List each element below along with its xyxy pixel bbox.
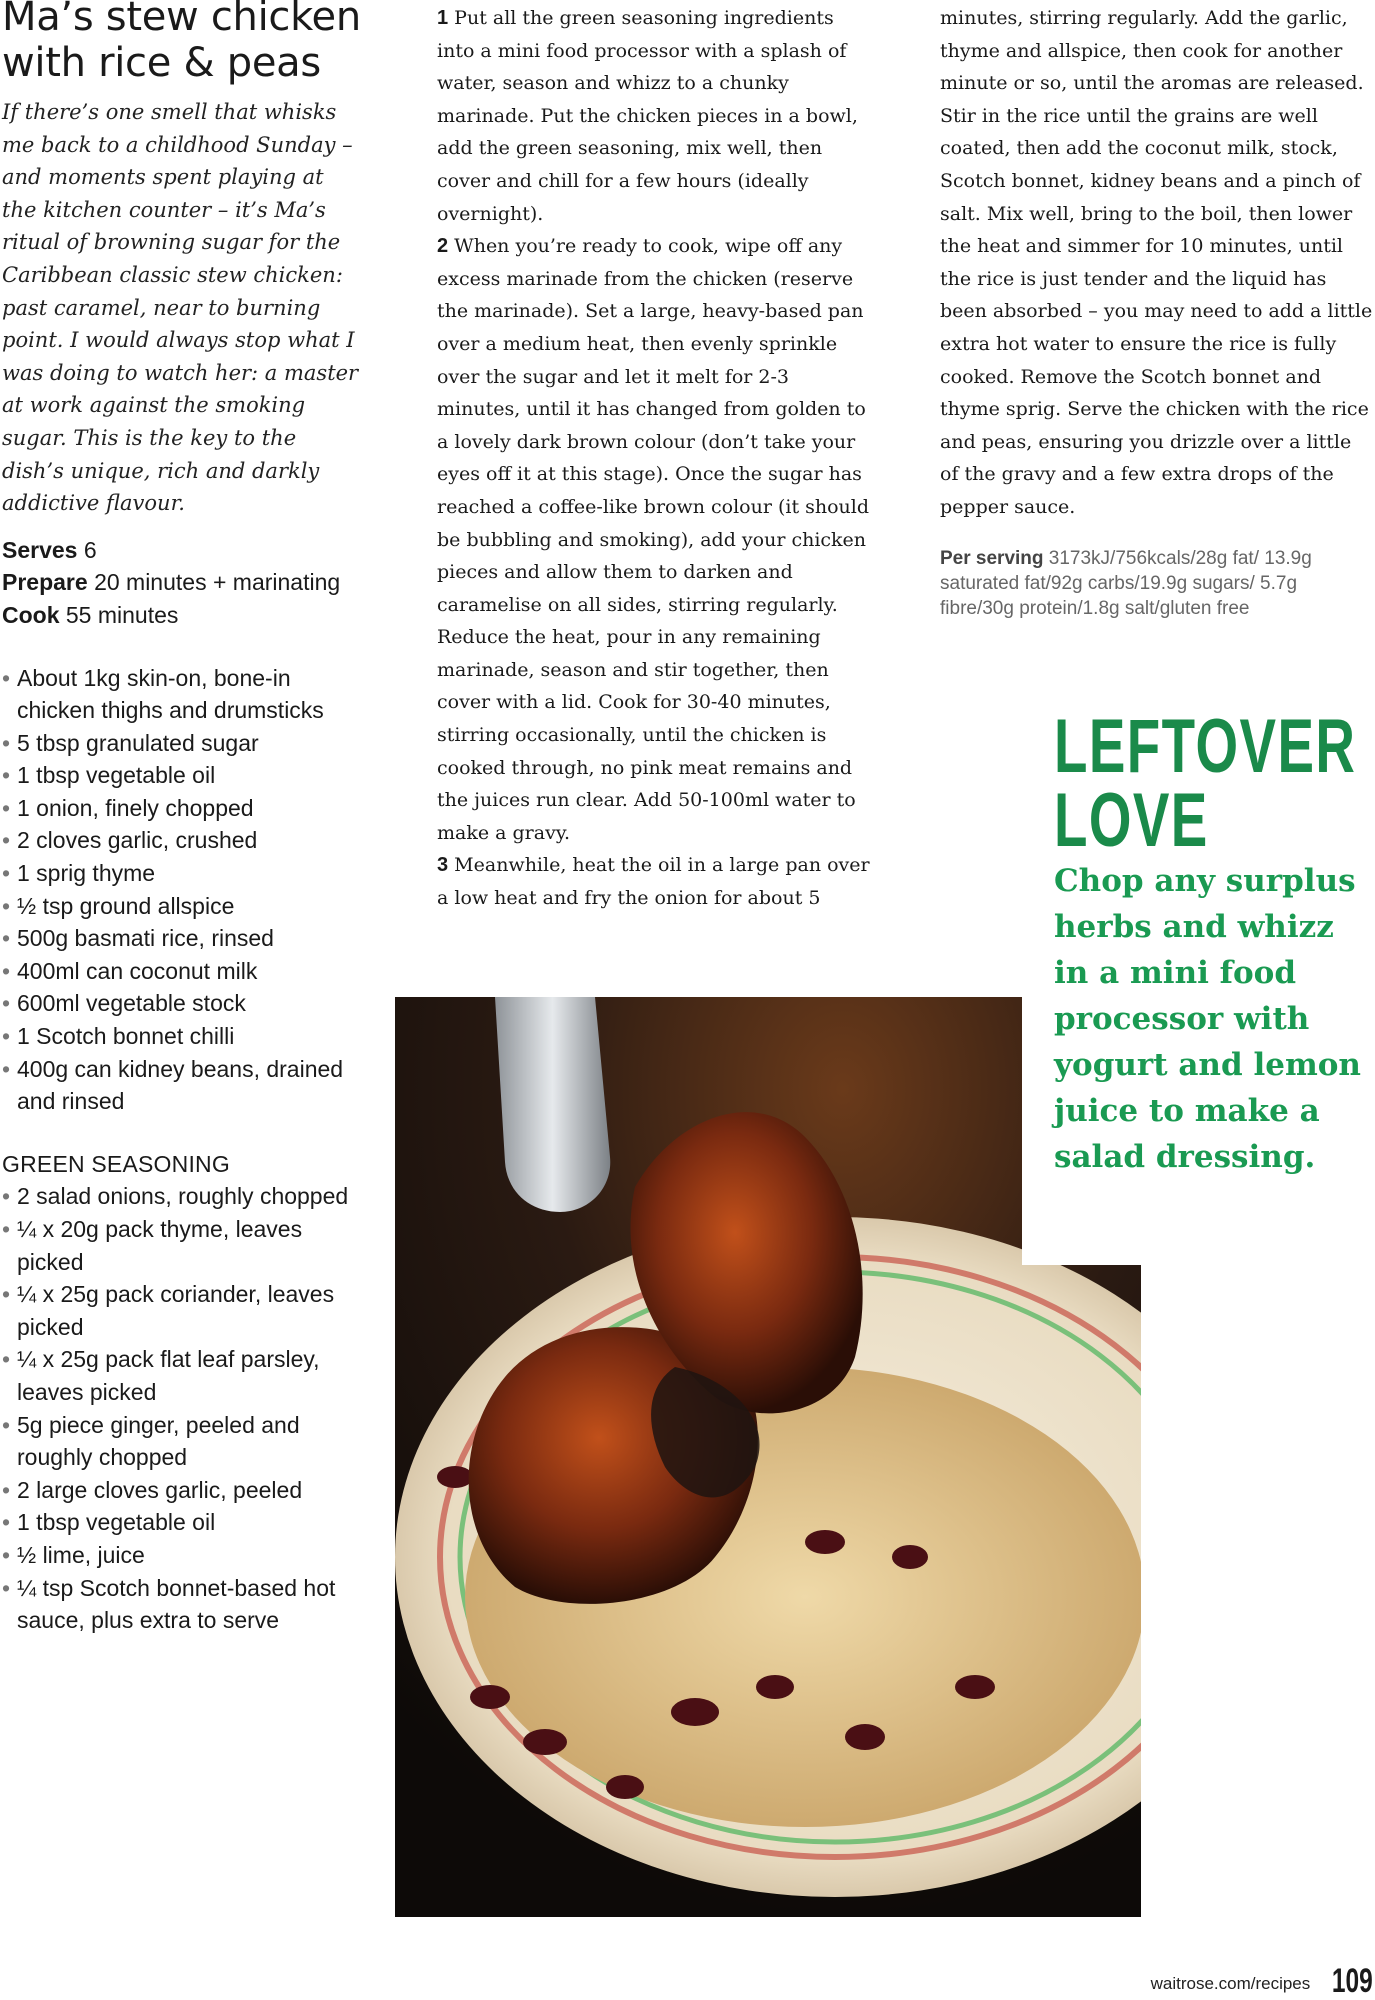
cook-row xyxy=(2,599,362,632)
ingredient-item: • ¼ x 20g pack thyme, leaves picked xyxy=(2,1213,362,1278)
serves-row xyxy=(2,534,362,567)
ingredient-item: • ¼ x 25g pack flat leaf parsley, leaves picked xyxy=(2,1343,362,1408)
leftover-title xyxy=(1054,704,1357,863)
right-column xyxy=(940,2,1375,621)
ingredient-item: • 5g piece ginger, peeled and roughly chopped xyxy=(2,1409,362,1474)
ingredient-item: • 600ml vegetable stock xyxy=(2,987,362,1020)
ingredient-item: • 2 salad onions, roughly chopped xyxy=(2,1180,362,1213)
method-step-3-continued xyxy=(940,2,1375,524)
method-step-2 xyxy=(437,230,875,849)
serves-value: 6 xyxy=(83,536,97,563)
method-step-1 xyxy=(437,2,875,230)
ingredient-item: • 2 large cloves garlic, peeled xyxy=(2,1474,362,1507)
ingredient-item: • ¼ x 25g pack coriander, leaves picked xyxy=(2,1278,362,1343)
page-footer xyxy=(1151,1960,1373,2000)
ingredient-item: • 1 tbsp vegetable oil xyxy=(2,759,362,792)
cook-label: Cook xyxy=(2,601,60,628)
ingredient-item: • ½ tsp ground allspice xyxy=(2,890,362,923)
recipe-title xyxy=(2,0,362,86)
leftover-text: Chop any surplus herbs and whizz in a mini food processor with yogurt and lemon juice to make a salad dressing. xyxy=(1054,863,1361,1175)
green-seasoning-heading: GREEN SEASONING xyxy=(2,1150,230,1177)
leftover-title-line-2: LOVE xyxy=(1054,778,1209,863)
title-line-2: with rice & peas xyxy=(2,40,321,86)
ingredient-item: • 5 tbsp granulated sugar xyxy=(2,727,362,760)
ingredient-item: • 1 sprig thyme xyxy=(2,857,362,890)
ingredient-item: • 400ml can coconut milk xyxy=(2,955,362,988)
step-text: Put all the green seasoning ingredients into a mini food processor with a splash of water, season and whizz to a chunky marinade. Put the chicken pieces in a bowl, add the green seasoning, mix well, then cover and chill for a few hours (ideally overnight). xyxy=(437,7,858,225)
ingredient-item: • 2 cloves garlic, crushed xyxy=(2,824,362,857)
step-number: 1 xyxy=(437,7,449,29)
leftover-love-panel xyxy=(1022,700,1375,1265)
cook-value: 55 minutes xyxy=(65,601,179,628)
ingredient-item: • ¼ tsp Scotch bonnet-based hot sauce, plus extra to serve xyxy=(2,1572,362,1637)
page-number: 109 xyxy=(1332,1962,1373,2000)
per-serving-label: Per serving xyxy=(940,547,1044,569)
middle-column xyxy=(437,2,875,915)
prepare-label: Prepare xyxy=(2,569,88,596)
step-number: 3 xyxy=(437,854,449,877)
ingredient-item: • 400g can kidney beans, drained and rinsed xyxy=(2,1053,362,1118)
ingredient-list xyxy=(2,662,362,1118)
ingredient-item: • 1 Scotch bonnet chilli xyxy=(2,1020,362,1053)
step-text: When you’re ready to cook, wipe off any excess marinade from the chicken (reserve the marinade). Set a large, heavy-based pan over a medium heat, then evenly sprinkle over the sugar and let it melt for 2-3 minutes, until it has changed from golden to a lovely dark brown colour (don’t take your eyes off it at this stage). Once the sugar has reached a coffee-like brown colour (it should be bubbling and smoking), add your chicken pieces and allow them to darken and caramelise on all sides, stirring regularly. Reduce the heat, pour in any remaining marinade, season and stir together, then cover with a lid. Cook for 30-40 minutes, stirring occasionally, until the chicken is cooked through, no pink meat remains and the juices run clear. Add 50-100ml water to make a gravy. xyxy=(437,235,870,844)
left-column xyxy=(2,0,362,1637)
title-line-1: Ma’s stew chicken xyxy=(2,0,361,40)
footer-url[interactable]: waitrose.com/recipes xyxy=(1150,1974,1311,1993)
recipe-intro: If there’s one smell that whisks me back to a childhood Sunday – and moments spent playing at the kitchen counter – it’s Ma’s ritual of browning sugar for the Caribbean classic stew chicken: past caramel, near to burning point. I would always stop what I was doing to watch her: a master at work against the smoking sugar. This is the key to the dish’s unique, rich and darkly addictive flavour. xyxy=(2,100,359,516)
ingredient-item: • 1 tbsp vegetable oil xyxy=(2,1506,362,1539)
ingredient-item: • 1 onion, finely chopped xyxy=(2,792,362,825)
prepare-row xyxy=(2,566,362,599)
method-step-3 xyxy=(437,849,875,914)
green-seasoning-list xyxy=(2,1180,362,1636)
ingredient-item: • ½ lime, juice xyxy=(2,1539,362,1572)
recipe-meta xyxy=(2,534,362,632)
prepare-value: 20 minutes + marinating xyxy=(94,569,341,596)
step-number: 2 xyxy=(437,235,449,258)
ingredient-item: • 500g basmati rice, rinsed xyxy=(2,922,362,955)
leftover-title-line-1: LEFTOVER xyxy=(1054,704,1357,789)
ingredient-item: • About 1kg skin-on, bone-in chicken thighs and drumsticks xyxy=(2,662,362,727)
step-text: Meanwhile, heat the oil in a large pan over a low heat and fry the onion for about 5 xyxy=(437,854,870,910)
step-text-continued: minutes, stirring regularly. Add the garlic, thyme and allspice, then cook for another minute or so, until the aromas are released. Stir in the rice until the grains are well coated, then add the coconut milk, stock, Scotch bonnet, kidney beans and a pinch of salt. Mix well, bring to the boil, then lower the heat and simmer for 10 minutes, until the rice is just tender and the liquid has been absorbed – you may need to add a little extra hot water to ensure the rice is fully cooked. Remove the Scotch bonnet and thyme sprig. Serve the chicken with the rice and peas, ensuring you drizzle over a little of the gravy and a few extra drops of the pepper sauce. xyxy=(940,7,1373,518)
per-serving-value: 3173kJ/756kcals/28g fat/ 13.9g saturated fat/92g carbs/19.9g sugars/ 5.7g fibre/30g protein/1.8g salt/gluten free xyxy=(940,547,1312,619)
tongs xyxy=(495,997,610,1212)
nutrition-info xyxy=(940,546,1375,621)
serves-label: Serves xyxy=(2,536,78,563)
